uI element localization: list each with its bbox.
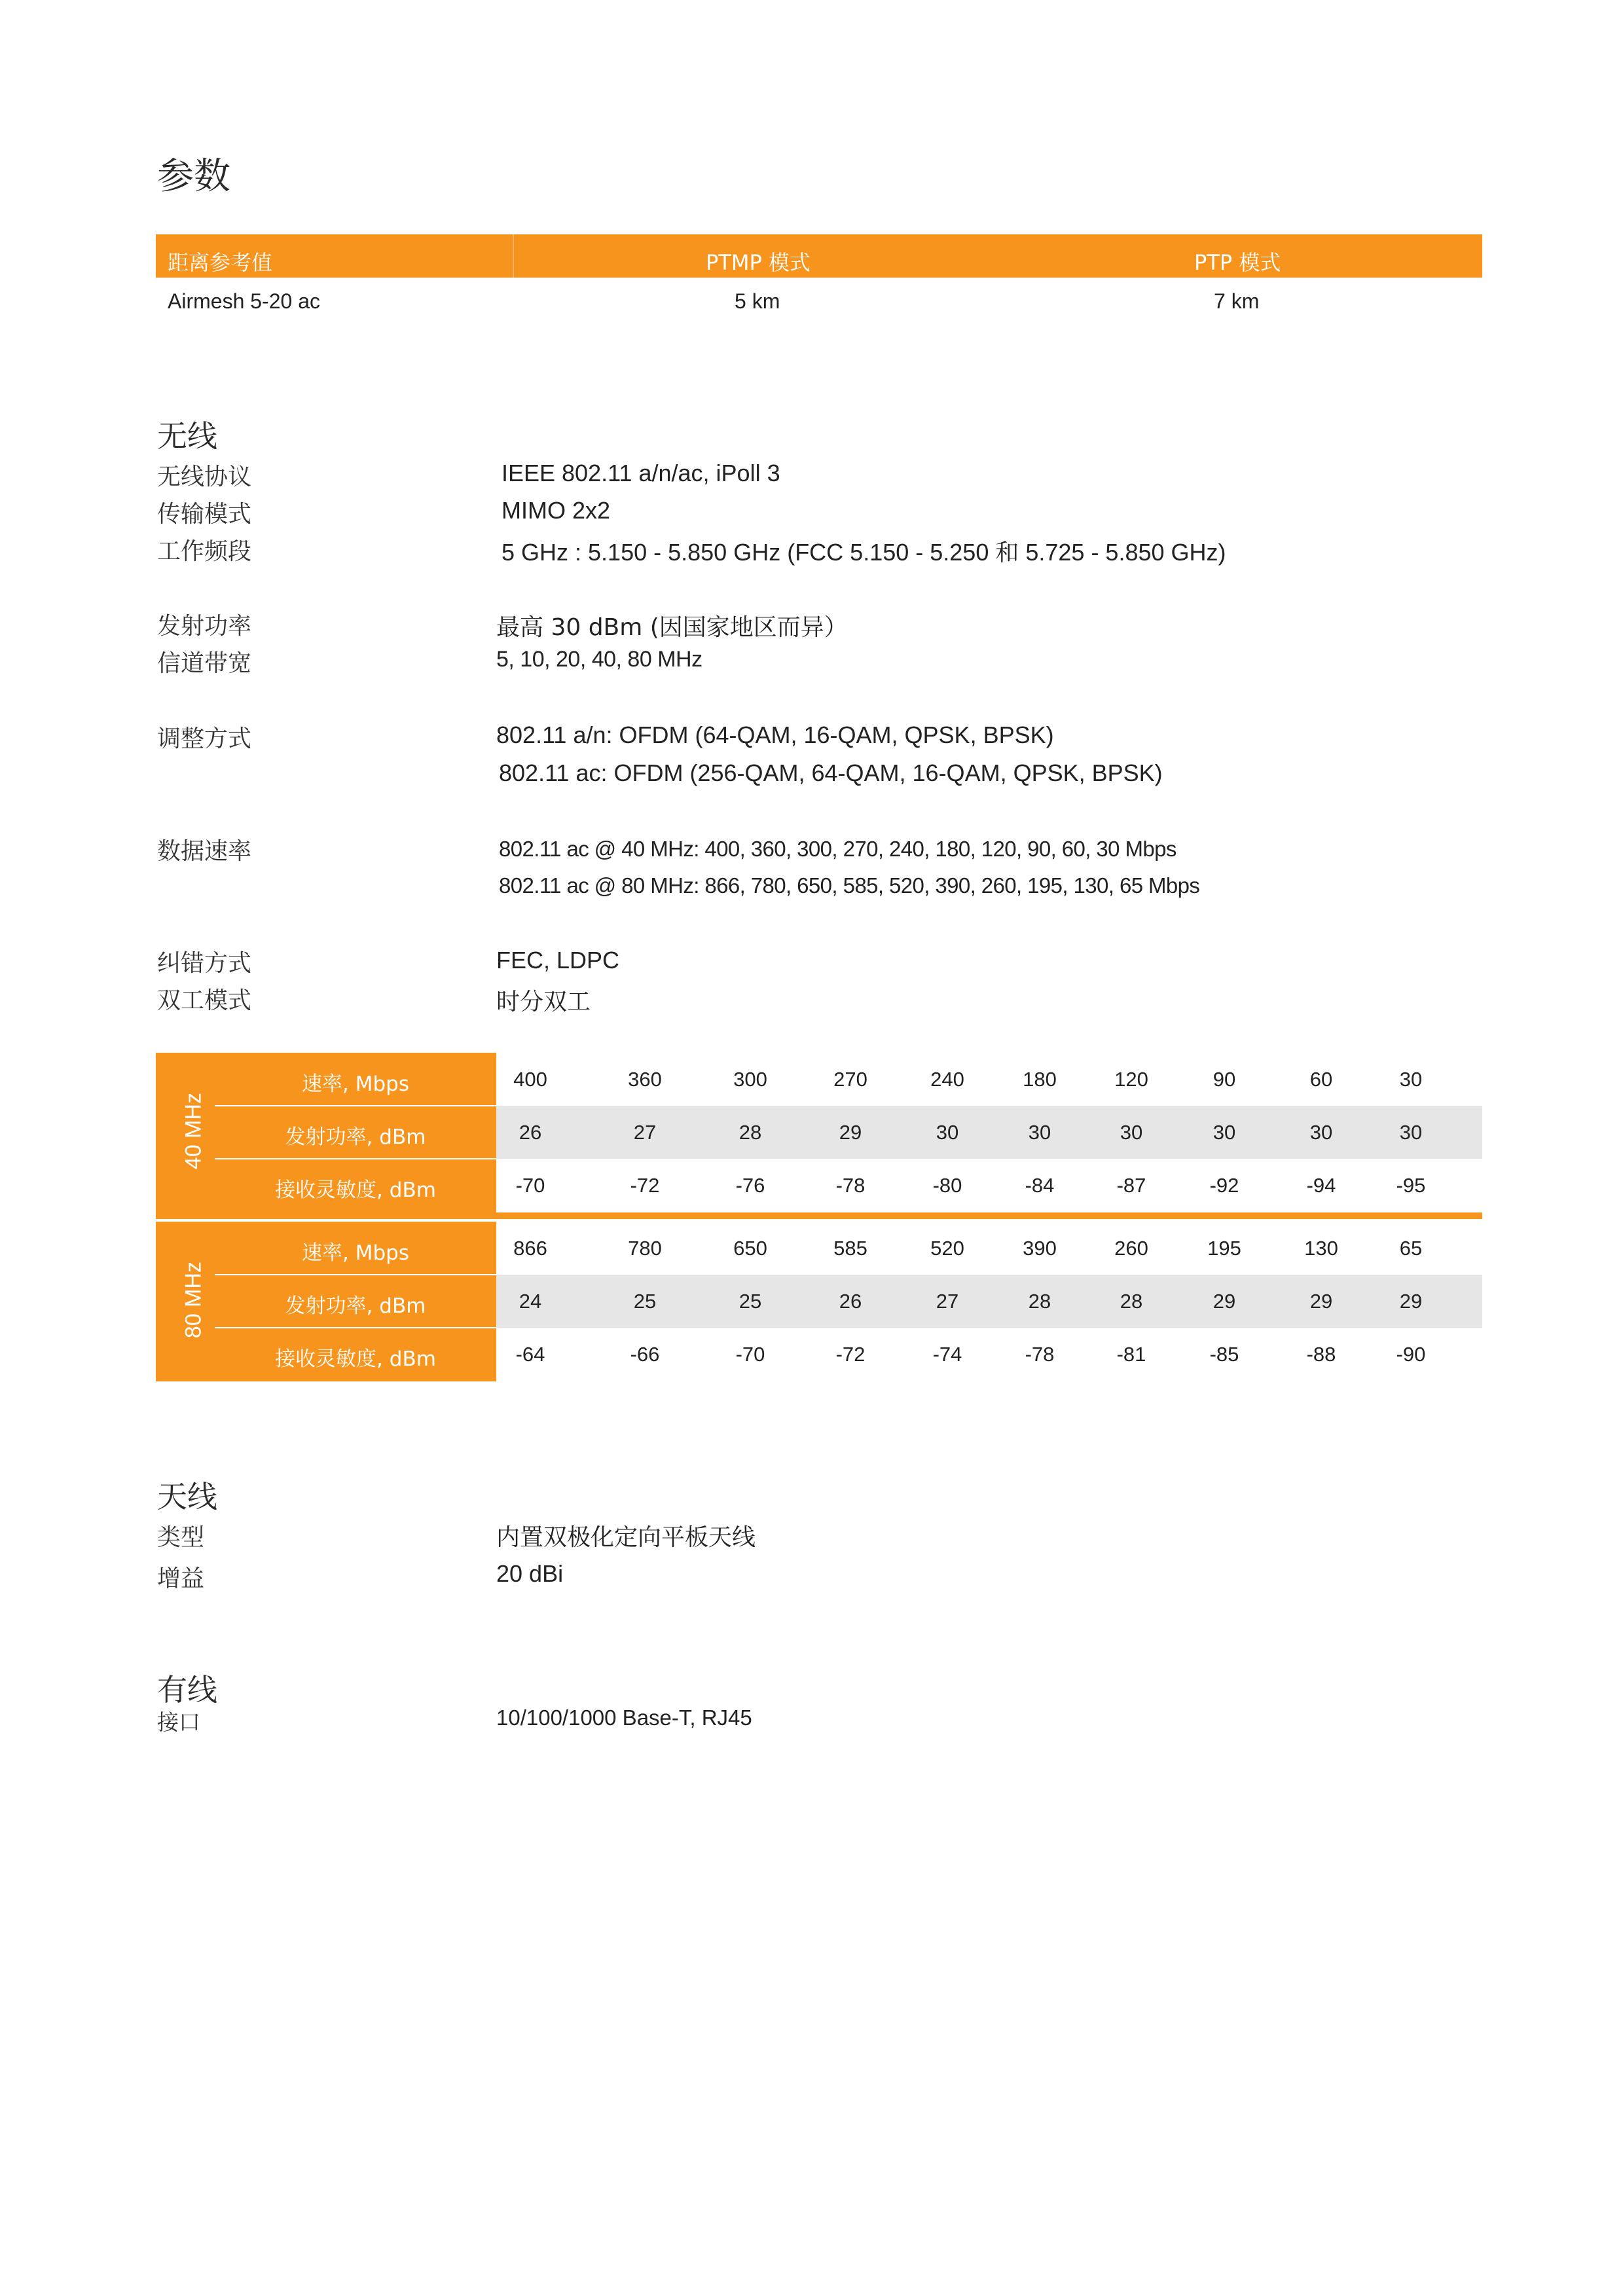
ptp-distance: 7 km [1214,289,1260,313]
table-cell: 240 [930,1068,964,1091]
table-cell: -84 [1025,1174,1055,1197]
table-separator-bar [156,1212,1482,1219]
spec-value: 内置双极化定向平板天线 [496,1524,756,1551]
section-title-wired: 有线 [157,1672,217,1707]
performance-side-header [156,1222,496,1381]
table-cell: 29 [839,1121,862,1144]
table-cell: 25 [739,1290,762,1313]
table-row [496,1106,1482,1159]
header-divider [513,234,514,278]
table-cell: 520 [930,1237,964,1260]
table-cell: 65 [1399,1237,1423,1260]
table-cell: -78 [1025,1343,1055,1366]
table-row [496,1275,1482,1328]
row-label-rate: 速率, Mbps [302,1072,409,1096]
spec-value: 时分双工 [496,989,591,1015]
table-cell: 30 [1309,1121,1333,1144]
table-cell: -72 [835,1343,866,1366]
table-cell: 29 [1399,1290,1423,1313]
device-model: Airmesh 5-20 ac [168,289,320,313]
row-divider [215,1274,496,1275]
table-cell: 30 [1399,1068,1423,1091]
spec-label: 纠错方式 [157,950,252,977]
spec-label: 类型 [157,1524,205,1551]
ptmp-distance: 5 km [735,289,780,313]
header-ptp: PTP 模式 [1194,250,1281,275]
row-label-sensitivity: 接收灵敏度, dBm [275,1178,436,1202]
spec-value: 5 GHz : 5.150 - 5.850 GHz (FCC 5.150 - 5.250 和 5.725 - 5.850 GHz) [501,539,1226,566]
band-label: 80 MHz [181,1261,206,1339]
table-cell: 28 [739,1121,762,1144]
table-cell: -74 [932,1343,962,1366]
table-cell: 300 [733,1068,767,1091]
table-row [496,1053,1482,1106]
table-cell: -76 [735,1174,765,1197]
section-title-wireless: 无线 [157,418,217,454]
performance-table-40mhz [156,1053,1482,1212]
table-cell: -64 [515,1343,545,1366]
spec-value: 802.11 ac: OFDM (256-QAM, 64-QAM, 16-QAM, QPSK, BPSK) [499,759,1163,786]
table-cell: 25 [633,1290,657,1313]
table-cell: 27 [936,1290,959,1313]
table-cell: -95 [1396,1174,1426,1197]
spec-label: 信道带宽 [157,650,252,677]
table-cell: -70 [735,1343,765,1366]
table-cell: -66 [630,1343,660,1366]
table-cell: -92 [1209,1174,1239,1197]
table-cell: 29 [1213,1290,1236,1313]
table-cell: 390 [1023,1237,1057,1260]
table-cell: 400 [513,1068,547,1091]
spec-label: 发射功率 [157,613,252,640]
table-cell: 650 [733,1237,767,1260]
band-label: 40 MHz [181,1092,206,1170]
table-cell: -70 [515,1174,545,1197]
spec-label: 增益 [157,1565,205,1592]
table-cell: 27 [633,1121,657,1144]
spec-value: 802.11 a/n: OFDM (64-QAM, 16-QAM, QPSK, BPSK) [496,721,1054,748]
table-row [496,1222,1482,1275]
table-cell: 120 [1114,1068,1148,1091]
table-cell: 24 [519,1290,542,1313]
spec-label: 调整方式 [157,725,252,752]
table-cell: -78 [835,1174,866,1197]
header-ptmp: PTMP 模式 [706,250,811,275]
row-divider [215,1105,496,1106]
spec-value: 10/100/1000 Base-T, RJ45 [496,1705,752,1730]
header-distance: 距离参考值 [168,250,273,275]
table-cell: 30 [1028,1121,1051,1144]
spec-value: MIMO 2x2 [501,497,611,524]
row-divider [215,1327,496,1328]
table-cell: 28 [1120,1290,1143,1313]
table-cell: -80 [932,1174,962,1197]
spec-value: 802.11 ac @ 40 MHz: 400, 360, 300, 270, 240, 180, 120, 90, 60, 30 Mbps [499,837,1176,861]
spec-value: 5, 10, 20, 40, 80 MHz [496,647,702,672]
table-cell: 585 [833,1237,867,1260]
table-cell: 260 [1114,1237,1148,1260]
performance-side-header [156,1053,496,1212]
spec-label: 双工模式 [157,987,252,1014]
page-title: 参数 [157,155,230,198]
table-cell: 270 [833,1068,867,1091]
spec-value: IEEE 802.11 a/n/ac, iPoll 3 [501,460,780,486]
spec-label: 数据速率 [157,838,252,865]
table-cell: 60 [1309,1068,1333,1091]
spec-value: 最高 30 dBm (因国家地区而异） [496,614,848,641]
row-label-sensitivity: 接收灵敏度, dBm [275,1347,436,1371]
table-cell: -81 [1116,1343,1146,1366]
table-cell: -94 [1306,1174,1336,1197]
table-cell: 26 [519,1121,542,1144]
table-cell: -87 [1116,1174,1146,1197]
distance-table-header [156,234,1482,278]
spec-label: 工作频段 [157,538,252,565]
row-label-rate: 速率, Mbps [302,1241,409,1265]
spec-label: 接口 [157,1709,200,1735]
table-cell: 30 [1399,1121,1423,1144]
spec-label: 传输模式 [157,501,252,528]
table-cell: 866 [513,1237,547,1260]
row-label-tx-power: 发射功率, dBm [285,1125,426,1149]
spec-label: 无线协议 [157,464,252,490]
table-cell: 29 [1309,1290,1333,1313]
performance-table-80mhz [156,1222,1482,1381]
table-cell: -72 [630,1174,660,1197]
table-cell: 30 [1120,1121,1143,1144]
table-cell: -88 [1306,1343,1336,1366]
table-cell: 360 [628,1068,662,1091]
table-cell: 130 [1304,1237,1338,1260]
table-cell: -85 [1209,1343,1239,1366]
table-cell: 180 [1023,1068,1057,1091]
table-cell: 30 [936,1121,959,1144]
spec-value: FEC, LDPC [496,947,620,974]
section-title-antenna: 天线 [157,1479,217,1514]
table-cell: 90 [1213,1068,1236,1091]
row-divider [215,1158,496,1159]
table-cell: 30 [1213,1121,1236,1144]
table-cell: 780 [628,1237,662,1260]
spec-value: 20 dBi [496,1560,564,1587]
table-cell: 28 [1028,1290,1051,1313]
table-cell: 26 [839,1290,862,1313]
table-cell: 195 [1207,1237,1241,1260]
table-cell: -90 [1396,1343,1426,1366]
spec-value: 802.11 ac @ 80 MHz: 866, 780, 650, 585, 520, 390, 260, 195, 130, 65 Mbps [499,873,1200,898]
table-row [496,1159,1482,1212]
row-label-tx-power: 发射功率, dBm [285,1294,426,1318]
table-row [496,1328,1482,1381]
